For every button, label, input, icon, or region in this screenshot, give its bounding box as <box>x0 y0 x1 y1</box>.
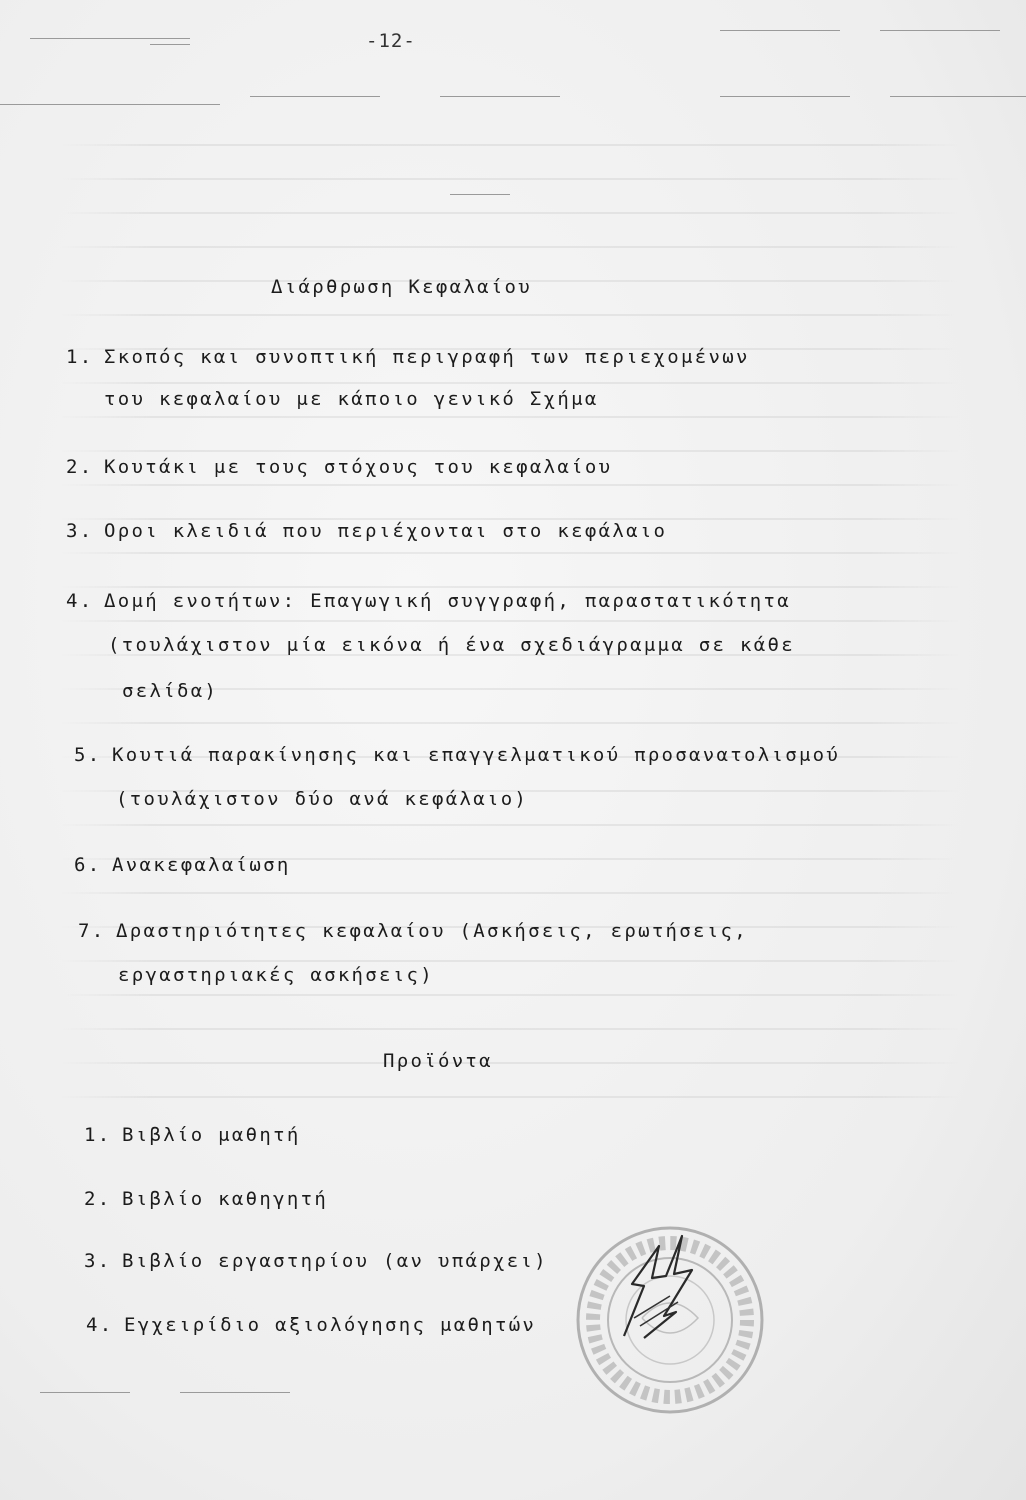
product-item-number: 2. <box>84 1188 112 1210</box>
scan-rule <box>180 1392 290 1393</box>
chapter-item-number: 4. <box>66 590 94 612</box>
chapter-item-line: (τουλάχιστον μία εικόνα ή ένα σχεδιάγραμμα σε κάθε <box>108 634 795 656</box>
chapter-item-number: 3. <box>66 520 94 542</box>
chapter-item-line: (τουλάχιστον δύο ανά κεφάλαιο) <box>116 788 529 810</box>
scan-rule <box>440 96 560 97</box>
scan-rule <box>720 30 840 31</box>
chapter-item-line: Σκοπός και συνοπτική περιγραφή των περιεχομένων <box>104 346 750 368</box>
chapter-item-number: 6. <box>74 854 102 876</box>
chapter-item-line: του κεφαλαίου με κάποιο γενικό Σχήμα <box>104 388 599 410</box>
signature-icon <box>604 1226 714 1346</box>
scan-rule <box>40 1392 130 1393</box>
products-heading: Προϊόντα <box>383 1050 493 1072</box>
scan-rule <box>720 96 850 97</box>
chapter-item-line: Οροι κλειδιά που περιέχονται στο κεφάλαιο <box>104 520 668 542</box>
scan-rule <box>0 104 220 105</box>
scan-rule <box>150 44 190 45</box>
chapter-item-line: Δραστηριότητες κεφαλαίου (Ασκήσεις, ερωτήσεις, <box>116 920 748 942</box>
product-item-text: Εγχειρίδιο αξιολόγησης μαθητών <box>124 1314 537 1336</box>
chapter-item-number: 5. <box>74 744 102 766</box>
page-number: -12- <box>366 30 416 52</box>
product-item-text: Βιβλίο μαθητή <box>122 1124 301 1146</box>
chapter-item-line: Κουτιά παρακίνησης και επαγγελματικού προσανατολισμού <box>112 744 841 766</box>
chapter-item-line: Ανακεφαλαίωση <box>112 854 291 876</box>
chapter-item-line: Δομή ενοτήτων: Επαγωγική συγγραφή, παραστατικότητα <box>104 590 791 612</box>
section-heading: Διάρθρωση Κεφαλαίου <box>271 276 533 298</box>
product-item-text: Βιβλίο εργαστηρίου (αν υπάρχει) <box>122 1250 548 1272</box>
chapter-item-line: Κουτάκι με τους στόχους του κεφαλαίου <box>104 456 613 478</box>
scan-rule <box>450 194 510 195</box>
scan-rule <box>890 96 1026 97</box>
chapter-item-number: 2. <box>66 456 94 478</box>
chapter-item-line: εργαστηριακές ασκήσεις) <box>118 964 434 986</box>
chapter-item-number: 1. <box>66 346 94 368</box>
product-item-number: 3. <box>84 1250 112 1272</box>
chapter-item-number: 7. <box>78 920 106 942</box>
scan-rule <box>30 38 190 39</box>
scan-rule <box>250 96 380 97</box>
product-item-text: Βιβλίο καθηγητή <box>122 1188 329 1210</box>
product-item-number: 4. <box>86 1314 114 1336</box>
scan-rule <box>880 30 1000 31</box>
chapter-item-line: σελίδα) <box>122 680 219 702</box>
product-item-number: 1. <box>84 1124 112 1146</box>
